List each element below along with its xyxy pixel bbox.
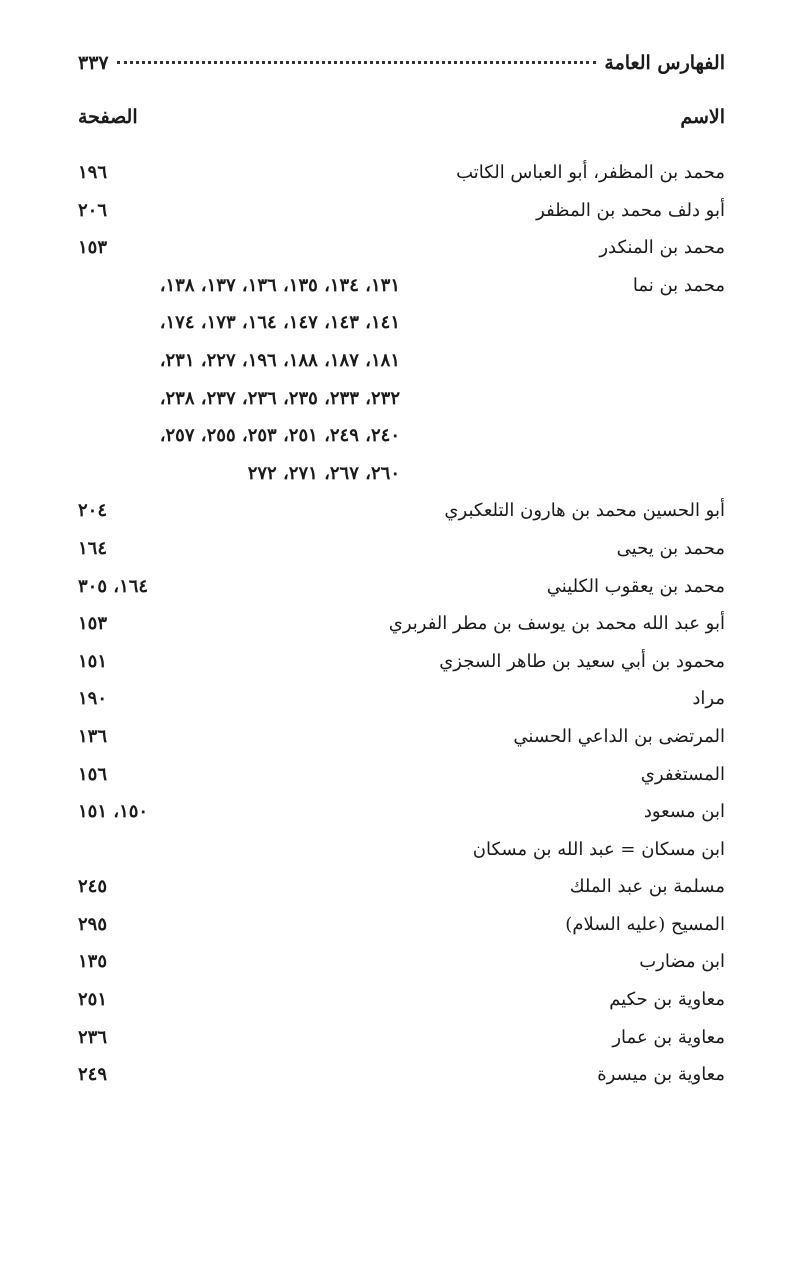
entry-pages: ١٩٠ <box>78 688 108 710</box>
entry-pages: ١٥٦ <box>78 763 108 785</box>
index-entry <box>78 943 725 981</box>
entry-pages: ٢٤٠، ٢٤٩، ٢٥١، ٢٥٣، ٢٥٥، ٢٥٧، <box>159 425 400 447</box>
entry-pages: ١٤١، ١٤٣، ١٤٧، ١٦٤، ١٧٣، ١٧٤، <box>159 312 400 334</box>
index-entry <box>78 868 725 906</box>
entry-name: معاوية بن حكيم <box>609 989 725 1011</box>
page-number: ٣٣٧ <box>78 52 109 74</box>
entry-pages: ٢٠٤ <box>78 500 108 522</box>
entry-pages: ٢٣٢، ٢٣٣، ٢٣٥، ٢٣٦، ٢٣٧، ٢٣٨، <box>159 387 400 409</box>
entry-name: أبو الحسين محمد بن هارون التلعكبري <box>444 500 725 522</box>
index-entry <box>78 1056 725 1094</box>
entry-name: محمود بن أبي سعيد بن طاهر السجزي <box>439 650 725 672</box>
index-entry <box>78 530 725 568</box>
entry-pages: ١٣٥ <box>78 951 108 973</box>
entry-pages: ١٥٣ <box>78 613 108 635</box>
column-header-page: الصفحة <box>78 106 138 128</box>
entry-name: المسيح (عليه السلام) <box>565 913 725 935</box>
column-header-name: الاسم <box>680 106 725 128</box>
entry-pages: ٢٣٦ <box>78 1026 108 1048</box>
entry-pages: ٢٥١ <box>78 989 108 1011</box>
entry-name: ابن مسعود <box>643 801 725 823</box>
index-entry-continuation <box>78 417 725 455</box>
entry-name: معاوية بن عمار <box>612 1026 725 1048</box>
index-entry <box>78 680 725 718</box>
index-entry <box>78 831 725 869</box>
index-entry <box>78 229 725 267</box>
entry-pages: ٢٠٦ <box>78 199 108 221</box>
index-entry <box>78 154 725 192</box>
entry-name: المستغفري <box>640 763 725 785</box>
index-entry-continuation <box>78 342 725 380</box>
entry-pages: ٢٦٠، ٢٦٧، ٢٧١، ٢٧٢ <box>247 462 400 484</box>
index-entry <box>78 192 725 230</box>
index-entry-continuation <box>78 304 725 342</box>
index-entry <box>78 267 725 305</box>
index-entry <box>78 1019 725 1057</box>
entry-pages: ١٦٤ <box>78 537 108 559</box>
index-entry <box>78 793 725 831</box>
entry-pages: ١٣٦ <box>78 725 108 747</box>
index-entry <box>78 981 725 1019</box>
index-entry <box>78 568 725 606</box>
entry-name: أبو عبد الله محمد بن يوسف بن مطر الفربري <box>388 613 725 635</box>
entry-name: مسلمة بن عبد الملك <box>569 876 725 898</box>
entry-pages: ١٥٠، ١٥١ <box>78 801 149 823</box>
entry-name: ابن مضارب <box>639 951 725 973</box>
entry-name: محمد بن المظفر، أبو العباس الكاتب <box>456 162 725 183</box>
entry-name: ابن مسكان = عبد الله بن مسكان <box>472 838 725 860</box>
entry-name: أبو دلف محمد بن المظفر <box>536 199 725 221</box>
entry-name: معاوية بن ميسرة <box>597 1064 725 1086</box>
index-entries <box>78 154 725 1094</box>
entry-pages: ١٥١ <box>78 650 108 672</box>
entry-pages: ٢٤٥ <box>78 876 108 898</box>
entry-name: محمد بن يعقوب الكليني <box>546 575 725 597</box>
index-entry-continuation <box>78 455 725 493</box>
entry-name: مراد <box>692 688 725 710</box>
entry-name: المرتضى بن الداعي الحسني <box>513 725 725 747</box>
entry-pages: ١٩٦ <box>78 162 108 183</box>
index-entry <box>78 605 725 643</box>
entry-pages: ١٥٣ <box>78 237 108 259</box>
running-header-title: الفهارس العامة <box>604 52 725 74</box>
entry-pages: ١٨١، ١٨٧، ١٨٨، ١٩٦، ٢٢٧، ٢٣١، <box>159 349 400 371</box>
entry-pages: ١٦٤، ٣٠٥ <box>78 575 149 597</box>
entry-name: محمد بن نما <box>632 274 725 296</box>
running-header <box>78 52 725 88</box>
entry-name: محمد بن يحيى <box>616 537 725 559</box>
index-entry <box>78 756 725 794</box>
index-entry-continuation <box>78 380 725 418</box>
entry-name: محمد بن المنكدر <box>599 237 725 259</box>
entry-pages: ٢٤٩ <box>78 1064 108 1086</box>
entry-pages: ٢٩٥ <box>78 913 108 935</box>
index-entry <box>78 718 725 756</box>
entry-pages: ١٣١، ١٣٤، ١٣٥، ١٣٦، ١٣٧، ١٣٨، <box>159 274 400 296</box>
index-entry <box>78 643 725 681</box>
index-entry <box>78 492 725 530</box>
leader-dots <box>117 61 597 64</box>
index-entry <box>78 906 725 944</box>
